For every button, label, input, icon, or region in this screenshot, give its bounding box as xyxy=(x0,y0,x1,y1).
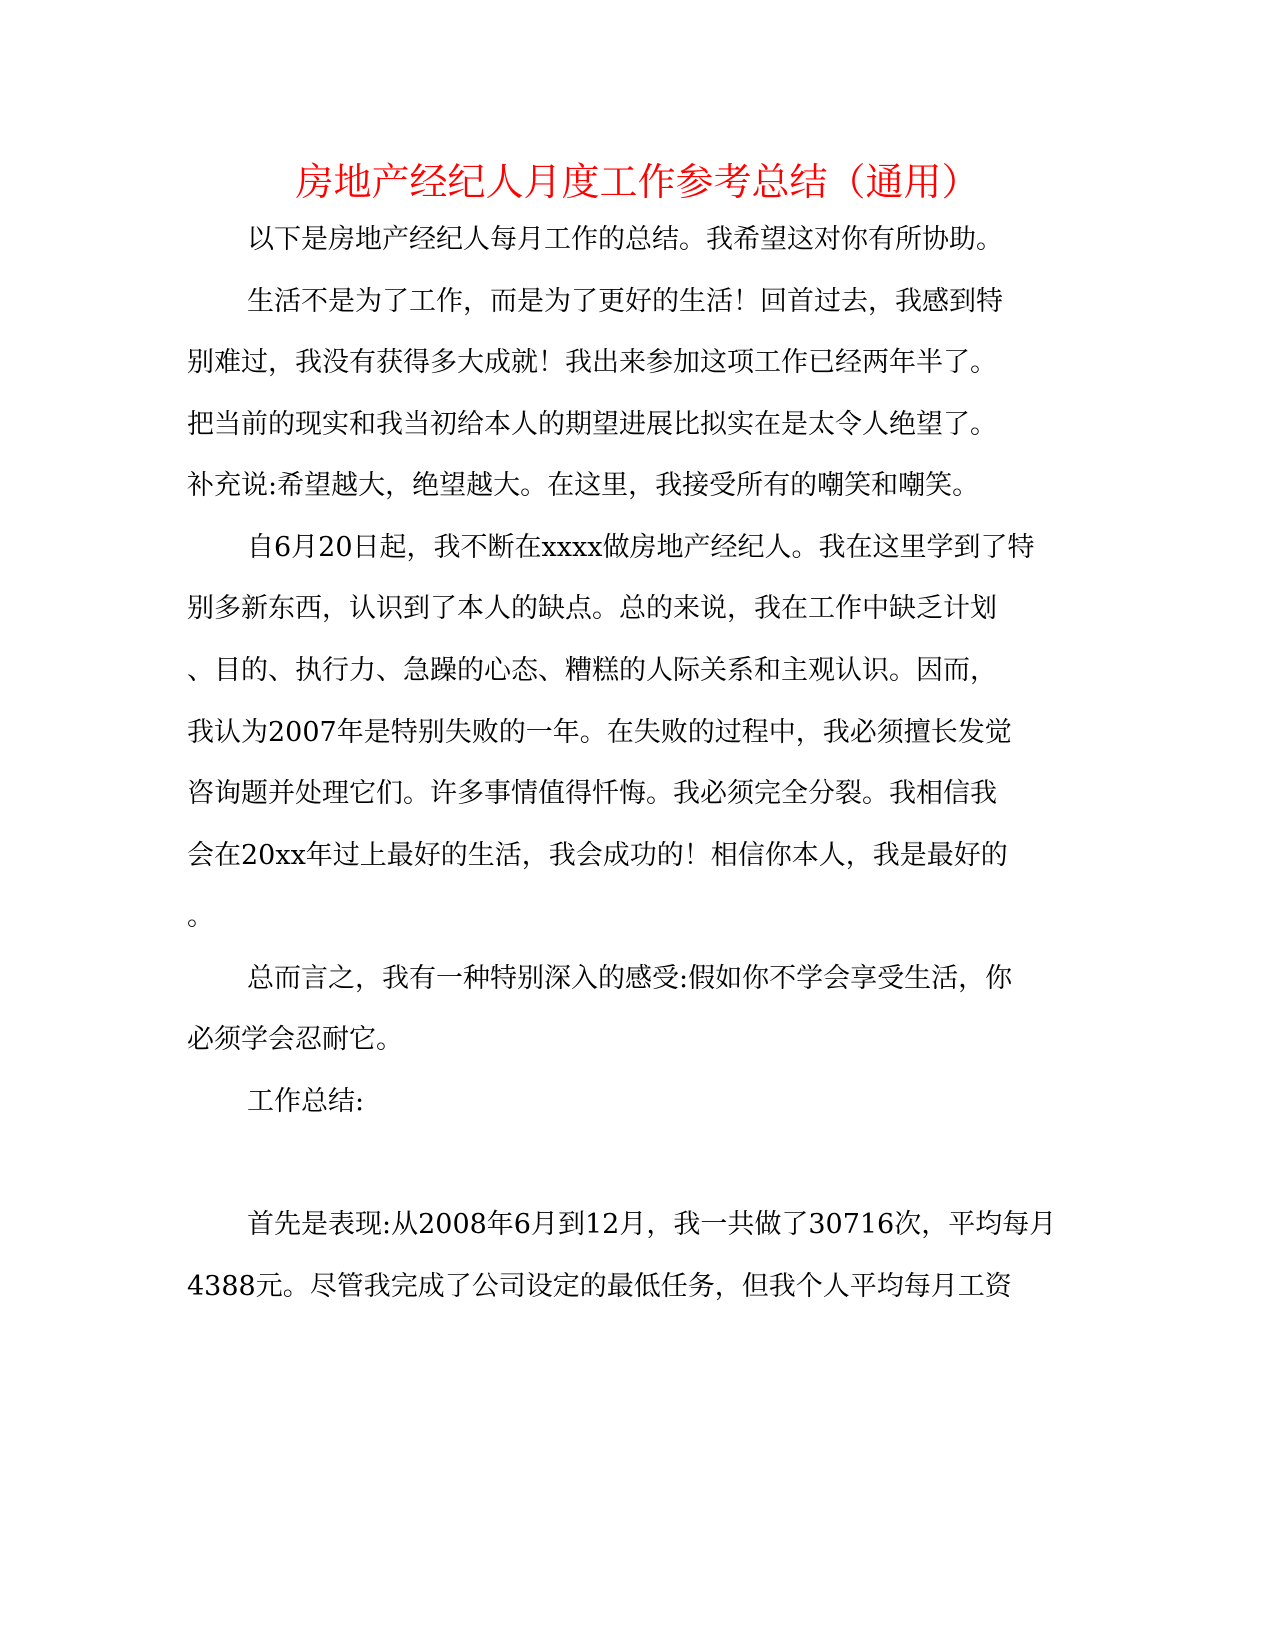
paragraph-line: 、目的、执行力、急躁的心态、糟糕的人际关系和主观认识。因而， xyxy=(187,655,997,686)
paragraph-line: 别多新东西，认识到了本人的缺点。总的来说，我在工作中缺乏计划 xyxy=(187,593,997,624)
paragraph-line: 生活不是为了工作，而是为了更好的生活！回首过去，我感到特 xyxy=(247,286,1003,317)
paragraph-line: 必须学会忍耐它。 xyxy=(187,1024,403,1055)
paragraph-line: 把当前的现实和我当初给本人的期望进展比拟实在是太令人绝望了。 xyxy=(187,409,997,440)
paragraph-line: 我认为2007年是特别失败的一年。在失败的过程中，我必须擅长发觉 xyxy=(187,717,1012,748)
paragraph-line: 自6月20日起，我不断在xxxx做房地产经纪人。我在这里学到了特 xyxy=(247,532,1035,563)
paragraph-line: 会在20xx年过上最好的生活，我会成功的！相信你本人，我是最好的 xyxy=(187,840,1008,871)
section-heading: 工作总结: xyxy=(247,1086,365,1117)
paragraph-line: 补充说:希望越大，绝望越大。在这里，我接受所有的嘲笑和嘲笑。 xyxy=(187,470,980,501)
paragraph-line: 首先是表现:从2008年6月到12月，我一共做了30716次，平均每月 xyxy=(247,1209,1057,1240)
paragraph-line: 4388元。尽管我完成了公司设定的最低任务，但我个人平均每月工资 xyxy=(187,1271,1012,1302)
document-title: 房地产经纪人月度工作参考总结（通用） xyxy=(295,160,980,204)
paragraph-line: 总而言之，我有一种特别深入的感受:假如你不学会享受生活，你 xyxy=(247,963,1013,994)
paragraph-line: 别难过，我没有获得多大成就！我出来参加这项工作已经两年半了。 xyxy=(187,347,997,378)
paragraph-line: 咨询题并处理它们。许多事情值得忏悔。我必须完全分裂。我相信我 xyxy=(187,778,997,809)
paragraph-line: 。 xyxy=(187,901,214,932)
paragraph-intro: 以下是房地产经纪人每月工作的总结。我希望这对你有所协助。 xyxy=(247,224,1003,255)
